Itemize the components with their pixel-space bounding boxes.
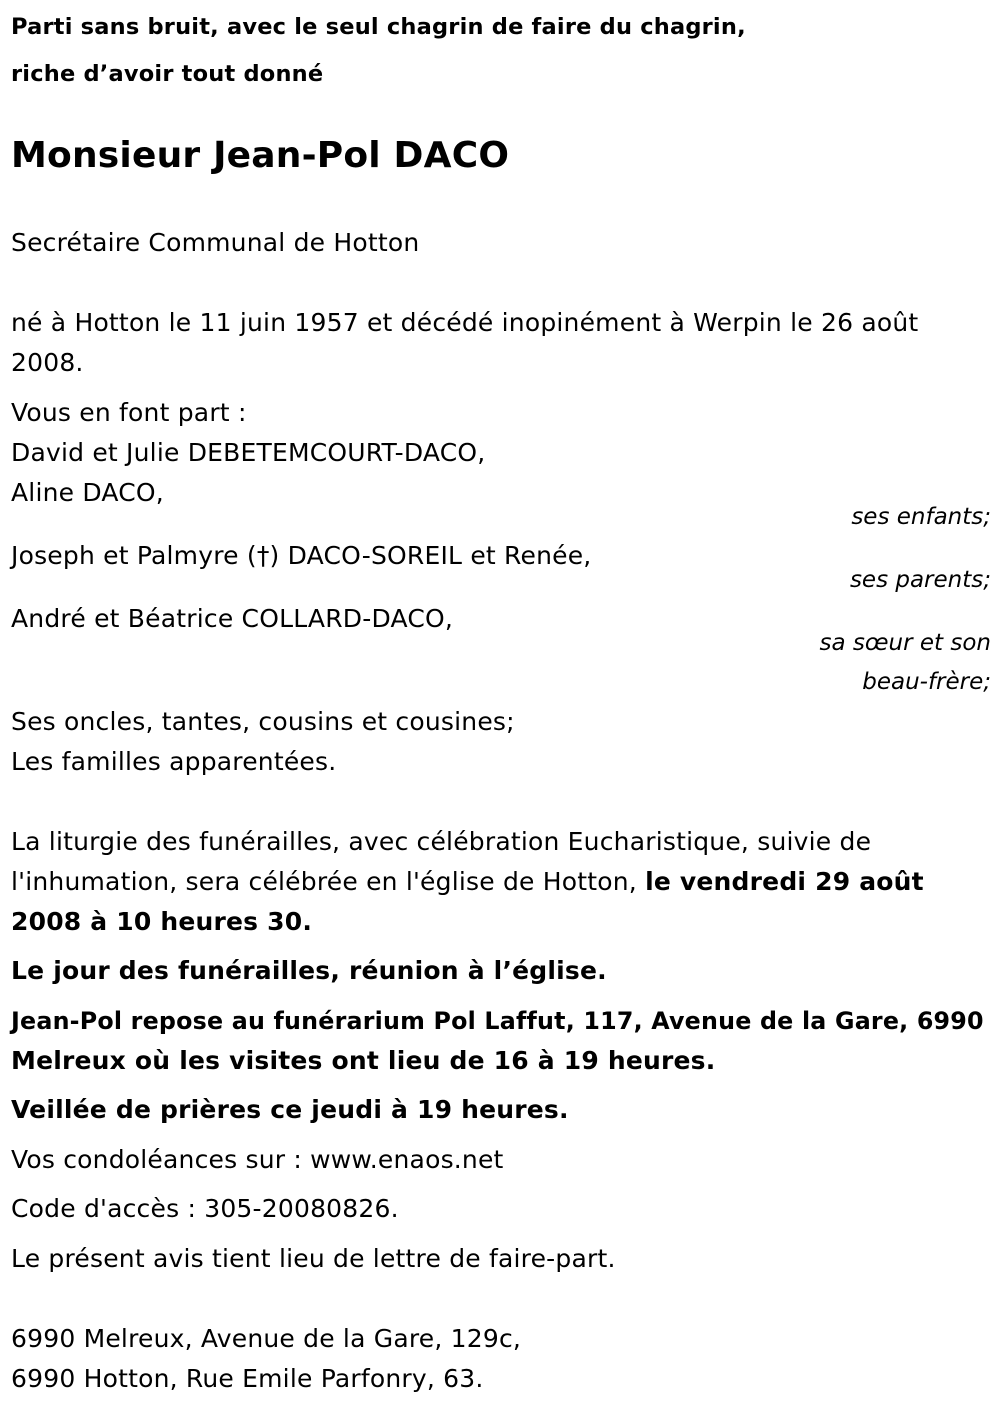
deceased-name: Monsieur Jean-Pol DACO xyxy=(11,135,510,176)
access-code-line: Code d'accès : 305-20080826. xyxy=(11,1194,399,1223)
extended-family-line-2: Les familles apparentées. xyxy=(11,747,337,776)
birth-death-line-2: 2008. xyxy=(11,348,84,377)
birth-death-line-1: né à Hotton le 11 juin 1957 et décédé inopinément à Werpin le 26 août xyxy=(11,308,919,337)
sister-relation-line-1: sa sœur et son xyxy=(819,630,991,656)
children-line-2: Aline DACO, xyxy=(11,478,164,507)
rest-line-1: Jean-Pol repose au funérarium Pol Laffut, 117, Avenue de la Gare, 6990 xyxy=(11,1007,984,1035)
parents-relation: ses parents; xyxy=(849,567,991,593)
address-line-1: 6990 Melreux, Avenue de la Gare, 129c, xyxy=(11,1324,522,1353)
liturgy-line-1: La liturgie des funérailles, avec célébration Eucharistique, suivie de xyxy=(11,827,872,856)
address-line-2: 6990 Hotton, Rue Emile Parfonry, 63. xyxy=(11,1364,484,1393)
family-intro: Vous en font part : xyxy=(11,398,247,427)
children-line-1: David et Julie DEBETEMCOURT-DACO, xyxy=(11,438,486,467)
sister-relation-line-2: beau-frère; xyxy=(862,669,991,695)
liturgy-line-2 xyxy=(11,866,924,898)
vigil-line: Veillée de prières ce jeudi à 19 heures. xyxy=(11,1095,569,1124)
epigraph-line-1: Parti sans bruit, avec le seul chagrin de faire du chagrin, xyxy=(11,14,746,40)
children-relation: ses enfants; xyxy=(851,504,991,530)
parents-line: Joseph et Palmyre (†) DACO-SOREIL et Renée, xyxy=(11,541,592,570)
death-notice xyxy=(11,0,991,1414)
liturgy-line-2-text: l'inhumation, sera célébrée en l'église de Hotton, xyxy=(11,867,646,896)
funeral-time: 2008 à 10 heures 30. xyxy=(11,907,313,936)
extended-family-line-1: Ses oncles, tantes, cousins et cousines; xyxy=(11,707,515,736)
sister-line: André et Béatrice COLLARD-DACO, xyxy=(11,604,454,633)
meeting-line: Le jour des funérailles, réunion à l’église. xyxy=(11,956,607,985)
epigraph-line-2: riche d’avoir tout donné xyxy=(11,61,324,87)
condolences-website-line: Vos condoléances sur : www.enaos.net xyxy=(11,1145,504,1174)
notice-line: Le présent avis tient lieu de lettre de faire-part. xyxy=(11,1244,616,1273)
funeral-date: le vendredi 29 août xyxy=(645,867,924,896)
rest-line-2: Melreux où les visites ont lieu de 16 à 19 heures. xyxy=(11,1046,716,1075)
deceased-function: Secrétaire Communal de Hotton xyxy=(11,228,420,257)
